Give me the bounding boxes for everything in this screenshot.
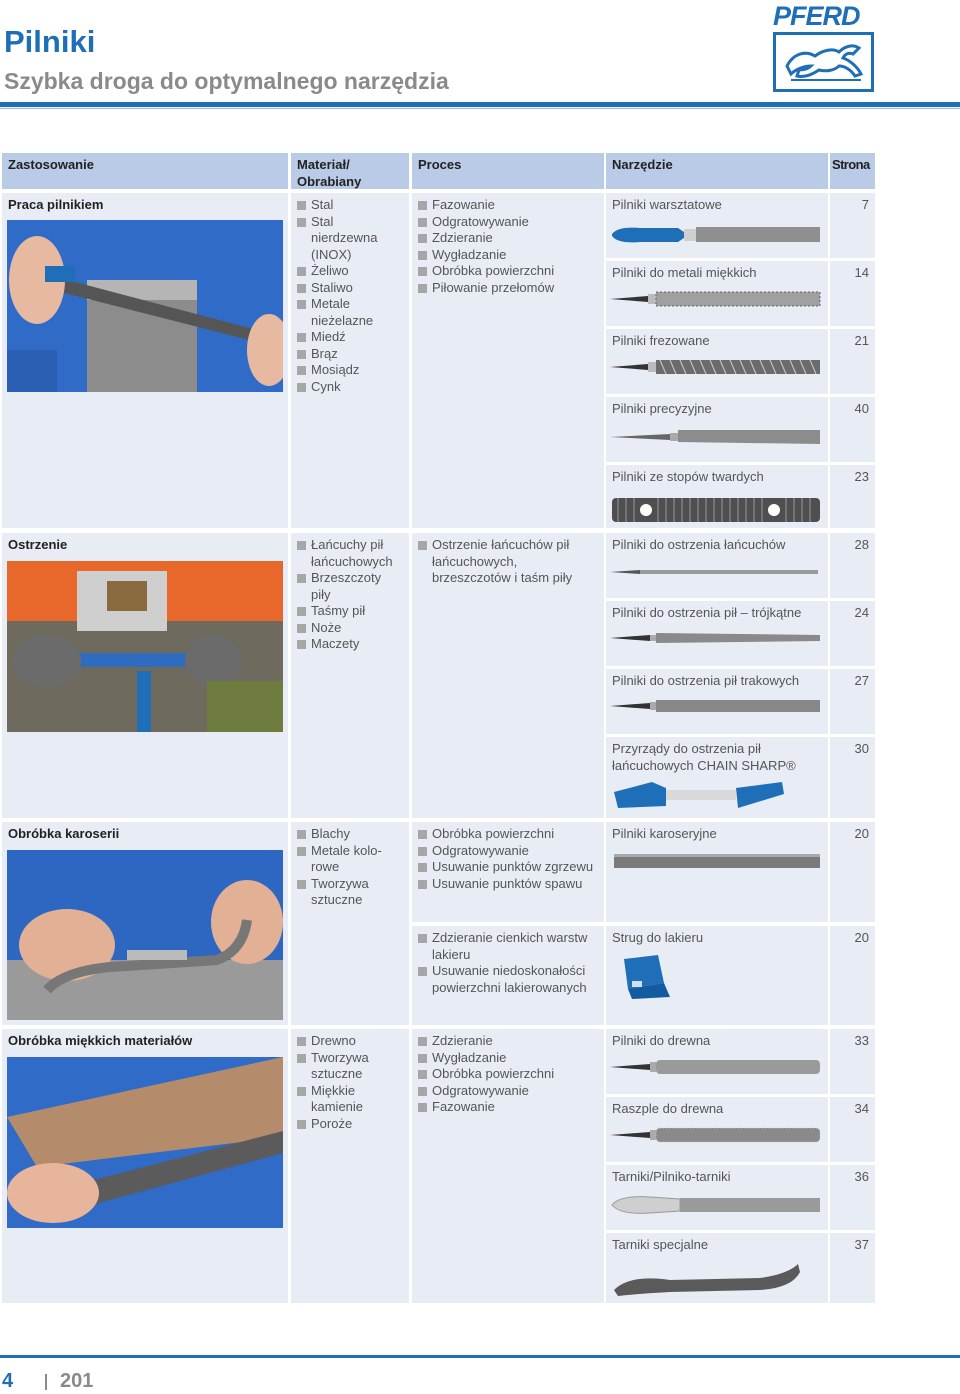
process-item: Odgratowywanie — [418, 843, 598, 860]
material-item: Drewno — [297, 1033, 403, 1050]
process-item: Fazowanie — [418, 197, 598, 214]
tool-page: 23 — [830, 465, 875, 528]
material-item: Tworzywa sztuczne — [297, 876, 403, 909]
filing-photo — [7, 220, 283, 392]
paint-plane-image — [612, 953, 676, 1001]
crosscut-saw-file-image — [610, 697, 822, 715]
section-soft-materials-materials — [291, 1029, 409, 1303]
section-filing-materials — [291, 193, 409, 528]
material-item: Żeliwo — [297, 263, 403, 280]
footer-chapter-number: 4 — [2, 1370, 14, 1392]
section-sharpening-materials — [291, 533, 409, 818]
tool-page: 28 — [830, 533, 875, 598]
wood-rasp-image — [610, 1125, 822, 1145]
wood-file-image — [610, 1057, 822, 1077]
horse-logo-icon — [773, 32, 874, 92]
logo-text: PFERD — [773, 1, 860, 31]
column-header-material: Materiał/ Obrabiany — [291, 153, 409, 189]
tool-page: 33 — [830, 1029, 875, 1094]
footer-rule — [0, 1355, 960, 1358]
workshop-file-image — [610, 222, 822, 246]
precision-file-image — [610, 427, 822, 447]
tool-page: 14 — [830, 261, 875, 326]
material-item: Stal nierdzewna (INOX) — [297, 214, 403, 264]
section-bodywork-processes-a — [412, 822, 604, 922]
material-item: Cynk — [297, 379, 403, 396]
tool-name: Tarniki specjalne — [612, 1237, 709, 1252]
tool-name: Pilniki do metali miękkich — [612, 265, 757, 280]
soft-materials-photo — [7, 1057, 283, 1228]
tool-page: 30 — [830, 737, 875, 818]
tool-page: 7 — [830, 193, 875, 258]
process-item: Ostrzenie łańcuchów pił łańcuchowych, brzeszczotów i taśm piły — [418, 537, 598, 587]
body-file-image — [610, 850, 822, 872]
application-title: Ostrzenie — [8, 537, 68, 552]
column-header-application: Zastosowanie — [2, 153, 288, 189]
chain-file-image — [610, 566, 822, 578]
tool-name: Tarniki/Pilniko-tarniki — [612, 1169, 731, 1184]
tool-name: Pilniki do drewna — [612, 1033, 711, 1048]
material-item: Miękkie kamienie — [297, 1083, 403, 1116]
footer-separator — [45, 1374, 47, 1390]
material-item: Tworzywa sztuczne — [297, 1050, 403, 1083]
header-rule-thin — [0, 108, 960, 109]
tool-name: Pilniki do ostrzenia łańcuchów — [612, 537, 786, 552]
tool-page: 20 — [830, 822, 875, 922]
tool-page: 36 — [830, 1165, 875, 1230]
tool-name: Strug do lakieru — [612, 930, 704, 945]
material-item: Łańcuchy pił łańcuchowych — [297, 537, 403, 570]
triangular-saw-file-image — [610, 630, 822, 646]
tool-name: Pilniki ze stopów twardych — [612, 469, 764, 484]
process-item: Usuwanie niedoskonałości powierzchni lakierowanych — [418, 963, 598, 996]
material-item — [297, 843, 403, 876]
tool-name: Pilniki warsztatowe — [612, 197, 722, 212]
material-item: Taśmy pił — [297, 603, 403, 620]
section-soft-materials-processes — [412, 1029, 604, 1303]
footer-page-number: 201 — [60, 1370, 94, 1392]
material-item: Poroże — [297, 1116, 403, 1133]
carbide-file-image — [610, 496, 822, 524]
tool-page: 34 — [830, 1097, 875, 1162]
material-item: Metale nieżelazne — [297, 296, 403, 329]
header-rule — [0, 102, 960, 107]
material-item: Stal — [297, 197, 403, 214]
process-item: Wygładzanie — [418, 247, 598, 264]
process-item: Usuwanie punktów spawu — [418, 876, 598, 893]
rasp-file-image — [610, 1193, 822, 1217]
material-item: Blachy — [297, 826, 403, 843]
tool-name: Pilniki do ostrzenia pił – trójkątne — [612, 605, 802, 620]
process-item: Usuwanie punktów zgrzewu — [418, 859, 598, 876]
sharpening-photo — [7, 561, 283, 732]
application-title: Praca pilnikiem — [8, 197, 104, 212]
tool-page: 24 — [830, 601, 875, 666]
process-item: Odgratowywanie — [418, 1083, 598, 1100]
tool-name: Raszple do drewna — [612, 1101, 724, 1116]
material-item: Miedź — [297, 329, 403, 346]
section-bodywork-materials — [291, 822, 409, 1025]
bodywork-photo — [7, 850, 283, 1020]
material-item: Noże — [297, 620, 403, 637]
process-item: Obróbka powierzchni — [418, 263, 598, 280]
tool-page: 27 — [830, 669, 875, 734]
process-item: Zdzieranie — [418, 1033, 598, 1050]
section-filing-processes — [412, 193, 604, 528]
milled-file-image — [610, 357, 822, 377]
tool-page: 40 — [830, 397, 875, 462]
material-item: Brzeszczoty piły — [297, 570, 403, 603]
tool-row — [606, 822, 828, 922]
process-item: Wygładzanie — [418, 1050, 598, 1067]
process-item: Fazowanie — [418, 1099, 598, 1116]
process-item: Odgratowywanie — [418, 214, 598, 231]
chain-sharp-tool-image — [612, 778, 786, 812]
section-bodywork-processes-b — [412, 926, 604, 1025]
process-item: Piłowanie przełomów — [418, 280, 598, 297]
tool-name: Pilniki do ostrzenia pił trakowych — [612, 673, 800, 688]
material-text: Metale kolo- rowe — [311, 842, 382, 874]
tool-page: 37 — [830, 1233, 875, 1303]
process-item: Obróbka powierzchni — [418, 826, 598, 843]
column-header-page: Strona — [830, 153, 875, 189]
column-header-process: Proces — [412, 153, 604, 189]
pferd-logo — [773, 2, 876, 92]
tool-page: 20 — [830, 926, 875, 1025]
material-item: Maczety — [297, 636, 403, 653]
special-rasp-image — [610, 1260, 804, 1298]
soft-metal-file-image — [610, 289, 822, 309]
process-item: Zdzieranie — [418, 230, 598, 247]
material-item: Staliwo — [297, 280, 403, 297]
tool-name: Przyrządy do ostrzenia pił łańcuchowych CHAIN SHARP® — [612, 741, 796, 773]
tool-page: 21 — [830, 329, 875, 394]
application-title: Obróbka karoserii — [8, 826, 120, 841]
section-sharpening-processes — [412, 533, 604, 818]
application-title: Obróbka miękkich materiałów — [8, 1033, 193, 1048]
column-header-tool: Narzędzie — [606, 153, 828, 189]
material-item: Brąz — [297, 346, 403, 363]
tool-name: Pilniki karoseryjne — [612, 826, 717, 841]
process-item: Obróbka powierzchni — [418, 1066, 598, 1083]
tool-name: Pilniki frezowane — [612, 333, 710, 348]
material-item: Mosiądz — [297, 362, 403, 379]
process-item: Zdzieranie cienkich warstw lakieru — [418, 930, 598, 963]
tool-name: Pilniki precyzyjne — [612, 401, 712, 416]
page-subtitle: Szybka droga do optymalnego narzędzia — [4, 68, 449, 94]
page-title: Pilniki — [4, 24, 96, 59]
